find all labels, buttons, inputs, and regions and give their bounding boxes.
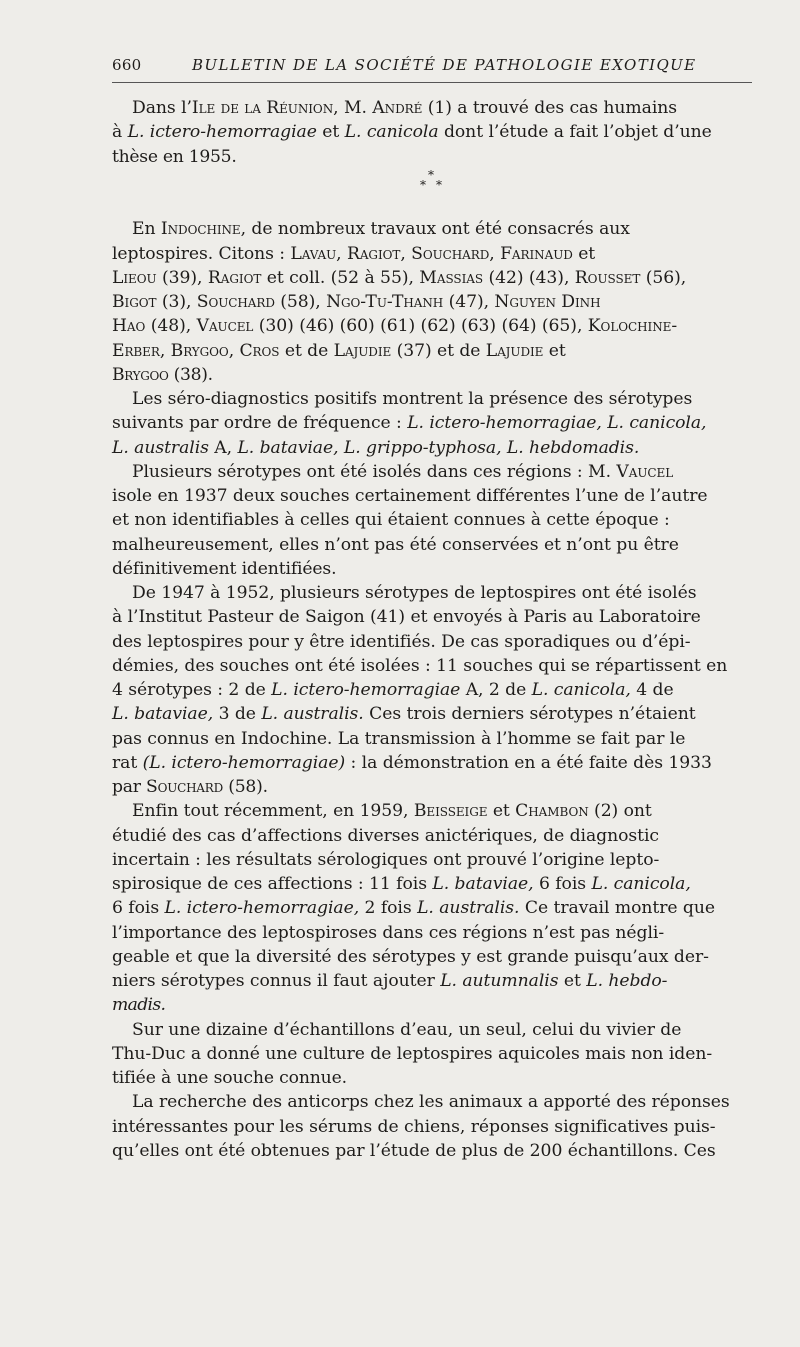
- text-line: [112, 460, 756, 484]
- text-run: et: [558, 971, 587, 991]
- text-run: et: [487, 801, 516, 822]
- separator-star: *: [420, 177, 426, 192]
- text-line: [112, 654, 756, 678]
- text-line: [112, 193, 756, 217]
- text-run: niers sérotypes connus il faut ajouter: [112, 971, 441, 991]
- text-run: démies, des souches ont été isolées : 11 souches qui se répartissent en: [112, 655, 728, 676]
- text-line: [112, 242, 756, 266]
- text-run: thèse en 1955.: [112, 146, 237, 167]
- text-line: [112, 436, 756, 460]
- text-run: (42) (43),: [483, 267, 575, 288]
- author-name: Souchard: [146, 777, 223, 797]
- text-run: malheureusement, elles n’ont pas été conservées et n’ont pu être: [112, 534, 679, 555]
- author-name: Bigot: [112, 292, 157, 312]
- author-name: Nguyen Dinh: [494, 292, 601, 312]
- text-run: (37) et de: [391, 340, 486, 361]
- author-name: André: [372, 98, 423, 118]
- text-line: [112, 533, 756, 557]
- text-run: En: [132, 219, 161, 240]
- species-name: (L. ictero-hemorragiae): [142, 752, 346, 773]
- text-run: (56),: [640, 267, 687, 288]
- text-run: ,: [228, 340, 240, 361]
- author-name: Cros: [239, 340, 280, 361]
- text-line: [112, 630, 756, 654]
- species-name: madis.: [112, 995, 166, 1016]
- species-name: L. australis.: [417, 898, 520, 919]
- author-name: Lavau: [290, 243, 337, 264]
- text-run: spirosique de ces affections : 11 fois: [112, 874, 433, 894]
- text-run: leptospires. Citons :: [112, 243, 291, 264]
- species-name: L. bataviae, L. grippo-typhosa, L. hebdomadis.: [237, 437, 640, 458]
- species-name: L. australis.: [261, 704, 364, 725]
- species-name: L. autumnalis: [440, 971, 559, 991]
- text-run: (30) (46) (60) (61) (62) (63) (64) (65),: [253, 316, 588, 337]
- text-run: qu’elles ont été obtenues par l’étude de plus de 200 échantillons. Ces: [112, 1140, 716, 1161]
- text-run: isole en 1937 deux souches certainement différentes l’une de l’autre: [112, 486, 708, 506]
- species-name: L. bataviae,: [112, 704, 214, 725]
- species-name: L. canicola,: [591, 874, 691, 894]
- text-run: 6 fois: [533, 874, 592, 894]
- text-run: incertain : les résultats sérologiques ont prouvé l’origine lepto-: [112, 849, 660, 870]
- text-line: [112, 921, 756, 945]
- author-name: Lajudie: [333, 340, 392, 361]
- text-run: Ces trois derniers sérotypes n’étaient: [363, 704, 696, 725]
- text-run: 6 fois: [112, 898, 165, 919]
- author-name: Ngo-Tu-Thanh: [326, 292, 444, 312]
- text-run: Sur une dizaine d’échantillons d’eau, un seul, celui du vivier de: [132, 1019, 682, 1040]
- header-rule: [112, 82, 752, 83]
- text-line: [112, 872, 756, 896]
- species-name: L. ictero-hemorragiae: [127, 122, 317, 143]
- page-number: 660: [112, 56, 142, 74]
- author-name: Farinaud: [500, 243, 573, 264]
- text-line: [112, 751, 756, 775]
- text-line: [112, 799, 756, 823]
- species-name: L. australis: [112, 437, 209, 458]
- text-run: , de nombreux travaux ont été consacrés aux: [240, 219, 630, 240]
- text-run: Dans l’: [132, 98, 192, 118]
- text-run: (1) a trouvé des cas humains: [422, 98, 678, 118]
- text-run: (39),: [156, 267, 208, 288]
- text-run: 2 fois: [359, 898, 418, 919]
- author-name: Souchard: [411, 243, 490, 264]
- text-line: [112, 266, 756, 290]
- text-run: à: [112, 122, 128, 143]
- text-line: [112, 339, 756, 363]
- author-name: Lieou: [112, 267, 157, 288]
- text-run: 4 sérotypes : 2 de: [112, 680, 272, 700]
- text-line: [112, 484, 756, 508]
- text-run: Thu-Duc a donné une culture de leptospires aquicoles mais non iden-: [112, 1043, 713, 1064]
- text-run: tifiée à une souche connue.: [112, 1068, 347, 1088]
- text-run: , M.: [333, 98, 373, 118]
- species-name: L. ictero-hemorragiae,: [164, 898, 360, 919]
- text-line: [112, 290, 756, 314]
- text-line: [112, 1115, 756, 1139]
- text-line: [112, 727, 756, 751]
- text-line: [112, 775, 756, 799]
- author-name: Ile de la Réunion: [191, 98, 334, 118]
- author-name: Ragiot: [346, 243, 401, 264]
- text-run: 4 de: [630, 680, 674, 700]
- author-name: Ragiot: [207, 267, 262, 288]
- text-run: des leptospires pour y être identifiés. De cas sporadiques ou d’épi-: [112, 631, 691, 652]
- text-run: (3),: [156, 292, 197, 312]
- separator-star: *: [428, 167, 434, 182]
- text-run: et: [572, 243, 596, 264]
- text-line: [112, 1018, 756, 1042]
- text-run: Les séro-diagnostics positifs montrent la présence des sérotypes: [132, 389, 693, 409]
- text-line: [112, 217, 756, 241]
- text-run: Enfin tout récemment, en 1959,: [132, 801, 414, 822]
- text-line: [112, 1090, 756, 1114]
- species-name: L. canicola,: [531, 680, 631, 700]
- species-name: L. ictero-hemorragiae, L. canicola,: [407, 413, 707, 434]
- species-name: L. hebdo-: [586, 971, 668, 991]
- author-name: Vaucel: [616, 461, 674, 482]
- author-name: Beisseige: [413, 801, 488, 822]
- text-run: 3 de: [213, 704, 262, 725]
- text-run: et: [316, 122, 345, 143]
- text-line: [112, 96, 756, 120]
- author-name: Brygoo: [112, 364, 169, 385]
- text-run: dont l’étude a fait l’objet d’une: [438, 122, 712, 143]
- text-run: pas connus en Indochine. La transmission à l’homme se fait par le: [112, 728, 686, 749]
- text-line: [112, 363, 756, 387]
- text-run: et non identifiables à celles qui étaient connues à cette époque :: [112, 510, 670, 531]
- text-run: A,: [208, 437, 238, 458]
- text-line: [112, 969, 756, 993]
- text-run: ,: [489, 243, 501, 264]
- author-name: Erber: [112, 340, 160, 361]
- text-line: [112, 678, 756, 702]
- author-name: Indochine: [160, 219, 241, 240]
- text-run: ,: [336, 243, 347, 264]
- text-line: [112, 1139, 756, 1163]
- text-run: Ce travail montre que: [519, 898, 715, 919]
- author-name: Brygoo: [170, 340, 229, 361]
- text-run: intéressantes pour les sérums de chiens, réponses significatives puis-: [112, 1116, 716, 1137]
- author-name: Rousset: [574, 267, 641, 288]
- text-run: A, 2 de: [460, 680, 532, 700]
- text-line: [112, 702, 756, 726]
- author-name: Hao: [112, 316, 146, 337]
- text-line: [112, 387, 756, 411]
- text-run: et coll. (52 à 55),: [261, 267, 420, 288]
- text-run: (58).: [222, 777, 268, 797]
- text-run: De 1947 à 1952, plusieurs sérotypes de leptospires ont été isolés: [132, 583, 697, 603]
- species-name: L. ictero-hemorragiae: [271, 680, 461, 700]
- text-run: geable et que la diversité des sérotypes y est grande puisqu’aux der-: [112, 946, 709, 967]
- text-line: [112, 508, 756, 532]
- text-run: ,: [159, 340, 171, 361]
- text-line: [112, 1042, 756, 1066]
- author-name: Kolochine-: [587, 316, 678, 337]
- section-separator: [112, 169, 756, 193]
- author-name: Massias: [419, 267, 484, 288]
- text-run: et de: [279, 340, 334, 361]
- text-run: ,: [400, 243, 412, 264]
- text-run: définitivement identifiées.: [112, 558, 337, 579]
- text-run: à l’Institut Pasteur de Saigon (41) et envoyés à Paris au Laboratoire: [112, 607, 701, 628]
- text-line: [112, 848, 756, 872]
- separator-star: *: [436, 177, 442, 192]
- text-run: (38).: [168, 364, 213, 385]
- author-name: Lajudie: [485, 340, 544, 361]
- text-line: [112, 896, 756, 920]
- text-line: [112, 605, 756, 629]
- text-line: [112, 411, 756, 435]
- text-run: Plusieurs sérotypes ont été isolés dans ces régions : M.: [132, 461, 617, 482]
- text-line: [112, 581, 756, 605]
- text-run: (47),: [443, 292, 495, 312]
- species-name: L. canicola: [344, 122, 439, 143]
- text-line: [112, 824, 756, 848]
- text-line: [112, 945, 756, 969]
- species-name: L. bataviae,: [432, 874, 534, 894]
- text-line: [112, 557, 756, 581]
- text-line: [112, 993, 756, 1017]
- text-run: suivants par ordre de fréquence :: [112, 413, 408, 434]
- text-run: : la démonstration en a été faite dès 1933: [345, 752, 712, 773]
- text-line: [112, 120, 756, 144]
- running-title: BULLETIN DE LA SOCIÉTÉ DE PATHOLOGIE EXOTIQUE: [192, 56, 697, 74]
- text-line: [112, 145, 756, 169]
- text-run: par: [112, 777, 147, 797]
- text-run: (48),: [145, 316, 197, 337]
- text-run: étudié des cas d’affections diverses anictériques, de diagnostic: [112, 825, 659, 846]
- text-run: rat: [112, 752, 143, 773]
- text-run: (2) ont: [588, 801, 652, 822]
- text-line: [112, 314, 756, 338]
- author-name: Vaucel: [196, 316, 254, 337]
- text-line: [112, 1066, 756, 1090]
- text-run: La recherche des anticorps chez les animaux a apporté des réponses: [132, 1092, 730, 1113]
- author-name: Chambon: [515, 801, 589, 822]
- text-run: et: [543, 340, 566, 361]
- body-text: [112, 96, 756, 1163]
- text-run: l’importance des leptospiroses dans ces régions n’est pas négli-: [112, 922, 665, 943]
- author-name: Souchard: [196, 292, 275, 312]
- text-run: (58),: [274, 292, 327, 312]
